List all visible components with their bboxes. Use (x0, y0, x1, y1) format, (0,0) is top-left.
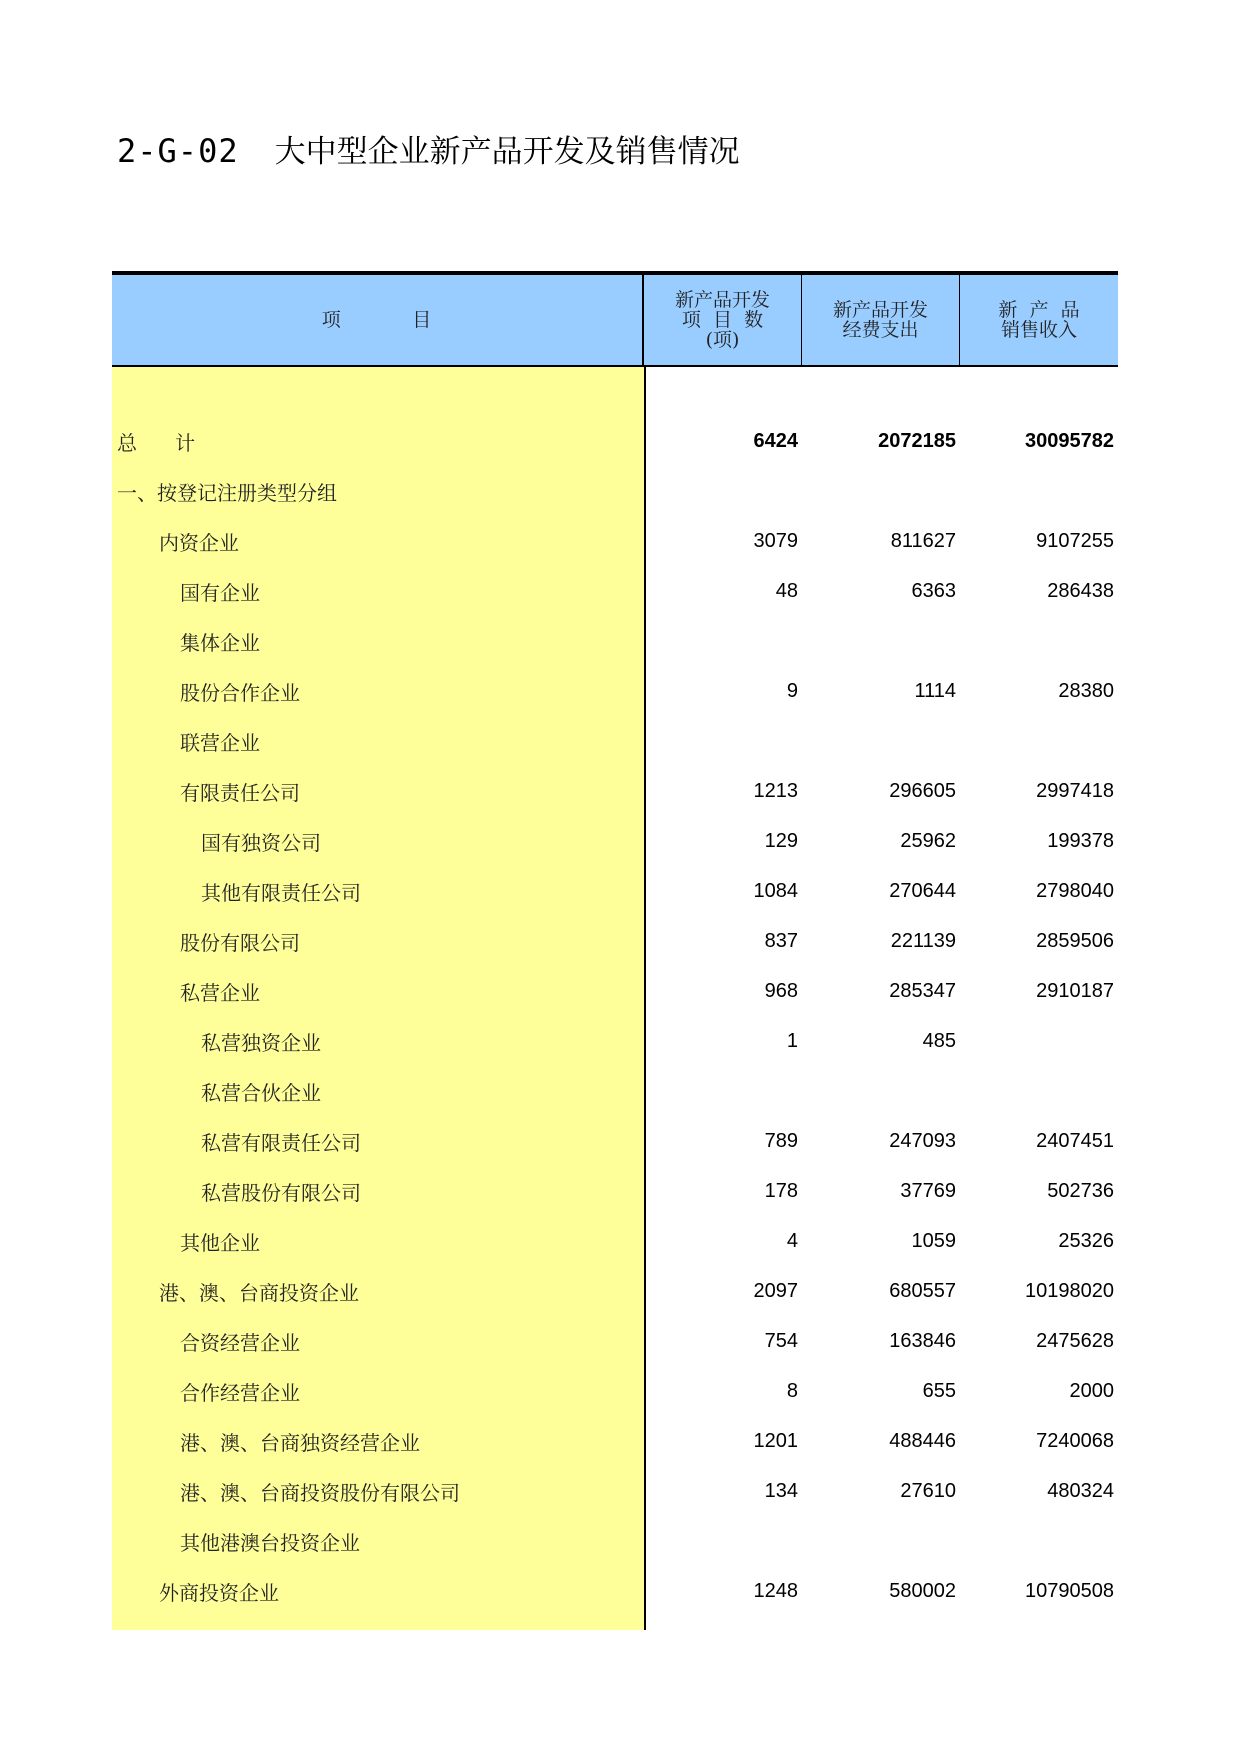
row-project-count: 1201 (753, 1429, 798, 1452)
row-label: 合作经营企业 (180, 1380, 300, 1405)
table-row (112, 1366, 1118, 1416)
table-row (112, 1066, 1118, 1116)
row-sales-revenue: 2997418 (1036, 779, 1114, 802)
row-label: 有限责任公司 (180, 780, 300, 805)
row-label: 一、按登记注册类型分组 (117, 480, 337, 505)
row-development-expense: 485 (922, 1029, 956, 1052)
table-row (112, 1316, 1118, 1366)
row-project-count: 4 (786, 1229, 798, 1252)
row-sales-revenue: 28380 (1058, 679, 1114, 702)
row-project-count: 789 (764, 1129, 798, 1152)
data-table (112, 271, 1118, 1630)
row-label: 其他港澳台投资企业 (180, 1530, 360, 1555)
row-project-count: 129 (764, 829, 798, 852)
row-label: 私营企业 (180, 980, 260, 1005)
table-code: 2-G-02 (117, 132, 239, 170)
table-row (112, 1116, 1118, 1166)
row-development-expense: 1114 (914, 679, 956, 702)
table-row (112, 1566, 1118, 1616)
table-header (112, 275, 1118, 367)
table-row (112, 1216, 1118, 1266)
row-development-expense: 811627 (890, 529, 956, 552)
row-project-count: 837 (764, 929, 798, 952)
table-body (112, 367, 1118, 1630)
table-row (112, 416, 1118, 466)
page-title (117, 126, 740, 171)
header-project-count (644, 275, 802, 365)
row-label: 内资企业 (159, 530, 239, 555)
table-row (112, 566, 1118, 616)
row-project-count: 8 (786, 1379, 798, 1402)
header-col2-line2: 经费支出 (842, 319, 919, 341)
row-project-count: 1213 (753, 779, 798, 802)
row-sales-revenue: 2859506 (1036, 929, 1114, 952)
row-sales-revenue: 2407451 (1036, 1129, 1114, 1152)
row-development-expense: 221139 (890, 929, 956, 952)
row-development-expense: 680557 (889, 1279, 956, 1302)
row-project-count: 134 (764, 1479, 798, 1502)
row-project-count: 754 (764, 1329, 798, 1352)
row-project-count: 6424 (753, 429, 798, 452)
table-row (112, 1466, 1118, 1516)
header-col3-line1: 新 产 品 (998, 299, 1080, 321)
row-label: 国有企业 (180, 580, 260, 605)
table-row (112, 716, 1118, 766)
row-project-count: 178 (764, 1179, 798, 1202)
header-col1-line3: (项) (705, 329, 740, 351)
row-label: 合资经营企业 (180, 1330, 300, 1355)
row-label: 集体企业 (180, 630, 260, 655)
row-development-expense: 163846 (889, 1329, 956, 1352)
row-sales-revenue: 9107255 (1036, 529, 1114, 552)
row-label: 港、澳、台商投资企业 (159, 1280, 359, 1305)
row-label: 联营企业 (180, 730, 260, 755)
table-title-text: 大中型企业新产品开发及销售情况 (274, 134, 740, 170)
table-row (112, 616, 1118, 666)
header-col1-line1: 新产品开发 (674, 289, 770, 311)
row-label: 国有独资公司 (201, 830, 321, 855)
row-development-expense: 488446 (889, 1429, 956, 1452)
table-row (112, 866, 1118, 916)
table-rows (112, 416, 1118, 1616)
row-label: 股份有限公司 (180, 930, 300, 955)
table-row (112, 516, 1118, 566)
row-development-expense: 37769 (900, 1179, 956, 1202)
row-label: 港、澳、台商投资股份有限公司 (180, 1480, 460, 1505)
header-item (112, 275, 644, 365)
row-sales-revenue: 30095782 (1025, 429, 1114, 452)
row-sales-revenue: 2798040 (1036, 879, 1114, 902)
row-development-expense: 655 (922, 1379, 956, 1402)
row-development-expense: 1059 (911, 1229, 956, 1252)
row-sales-revenue: 480324 (1047, 1479, 1114, 1502)
table-row (112, 916, 1118, 966)
row-sales-revenue: 286438 (1047, 579, 1114, 602)
row-sales-revenue: 10198020 (1025, 1279, 1114, 1302)
header-col1-line2: 项 目 数 (681, 309, 764, 331)
row-development-expense: 285347 (889, 979, 956, 1002)
row-sales-revenue: 2000 (1069, 1379, 1114, 1402)
row-sales-revenue: 2910187 (1036, 979, 1114, 1002)
table-row (112, 1266, 1118, 1316)
header-item-label: 项 目 (321, 309, 433, 331)
row-label: 私营合伙企业 (201, 1080, 321, 1105)
table-row (112, 766, 1118, 816)
row-label: 其他企业 (180, 1230, 260, 1255)
table-row (112, 966, 1118, 1016)
row-development-expense: 247093 (889, 1129, 956, 1152)
table-row (112, 1416, 1118, 1466)
table-row (112, 1516, 1118, 1566)
row-label: 总 计 (117, 430, 196, 455)
row-development-expense: 296605 (889, 779, 956, 802)
row-label: 私营有限责任公司 (201, 1130, 361, 1155)
row-project-count: 2097 (753, 1279, 798, 1302)
table-row (112, 666, 1118, 716)
row-project-count: 9 (786, 679, 798, 702)
row-development-expense: 270644 (889, 879, 956, 902)
table-row (112, 466, 1118, 516)
table-row (112, 816, 1118, 866)
row-development-expense: 27610 (900, 1479, 956, 1502)
row-project-count: 1084 (753, 879, 798, 902)
row-development-expense: 6363 (911, 579, 956, 602)
row-development-expense: 25962 (900, 829, 956, 852)
row-project-count: 1248 (753, 1579, 798, 1602)
row-sales-revenue: 25326 (1058, 1229, 1114, 1252)
row-label: 外商投资企业 (159, 1580, 279, 1605)
header-col3-line2: 销售收入 (1000, 319, 1077, 341)
row-development-expense: 2072185 (878, 429, 956, 452)
header-development-expense (802, 275, 960, 365)
row-sales-revenue: 502736 (1047, 1179, 1114, 1202)
row-label: 其他有限责任公司 (201, 880, 361, 905)
row-label: 港、澳、台商独资经营企业 (180, 1430, 420, 1455)
row-project-count: 968 (764, 979, 798, 1002)
row-project-count: 1 (786, 1029, 798, 1052)
table-row (112, 1016, 1118, 1066)
row-label: 股份合作企业 (180, 680, 300, 705)
row-sales-revenue: 10790508 (1025, 1579, 1114, 1602)
row-label: 私营独资企业 (201, 1030, 321, 1055)
header-sales-revenue (960, 275, 1118, 365)
header-col2-line1: 新产品开发 (832, 299, 928, 321)
table-row (112, 1166, 1118, 1216)
row-sales-revenue: 7240068 (1036, 1429, 1114, 1452)
row-project-count: 48 (775, 579, 798, 602)
row-project-count: 3079 (753, 529, 798, 552)
row-sales-revenue: 199378 (1047, 829, 1114, 852)
row-development-expense: 580002 (889, 1579, 956, 1602)
row-label: 私营股份有限公司 (201, 1180, 361, 1205)
row-sales-revenue: 2475628 (1036, 1329, 1114, 1352)
